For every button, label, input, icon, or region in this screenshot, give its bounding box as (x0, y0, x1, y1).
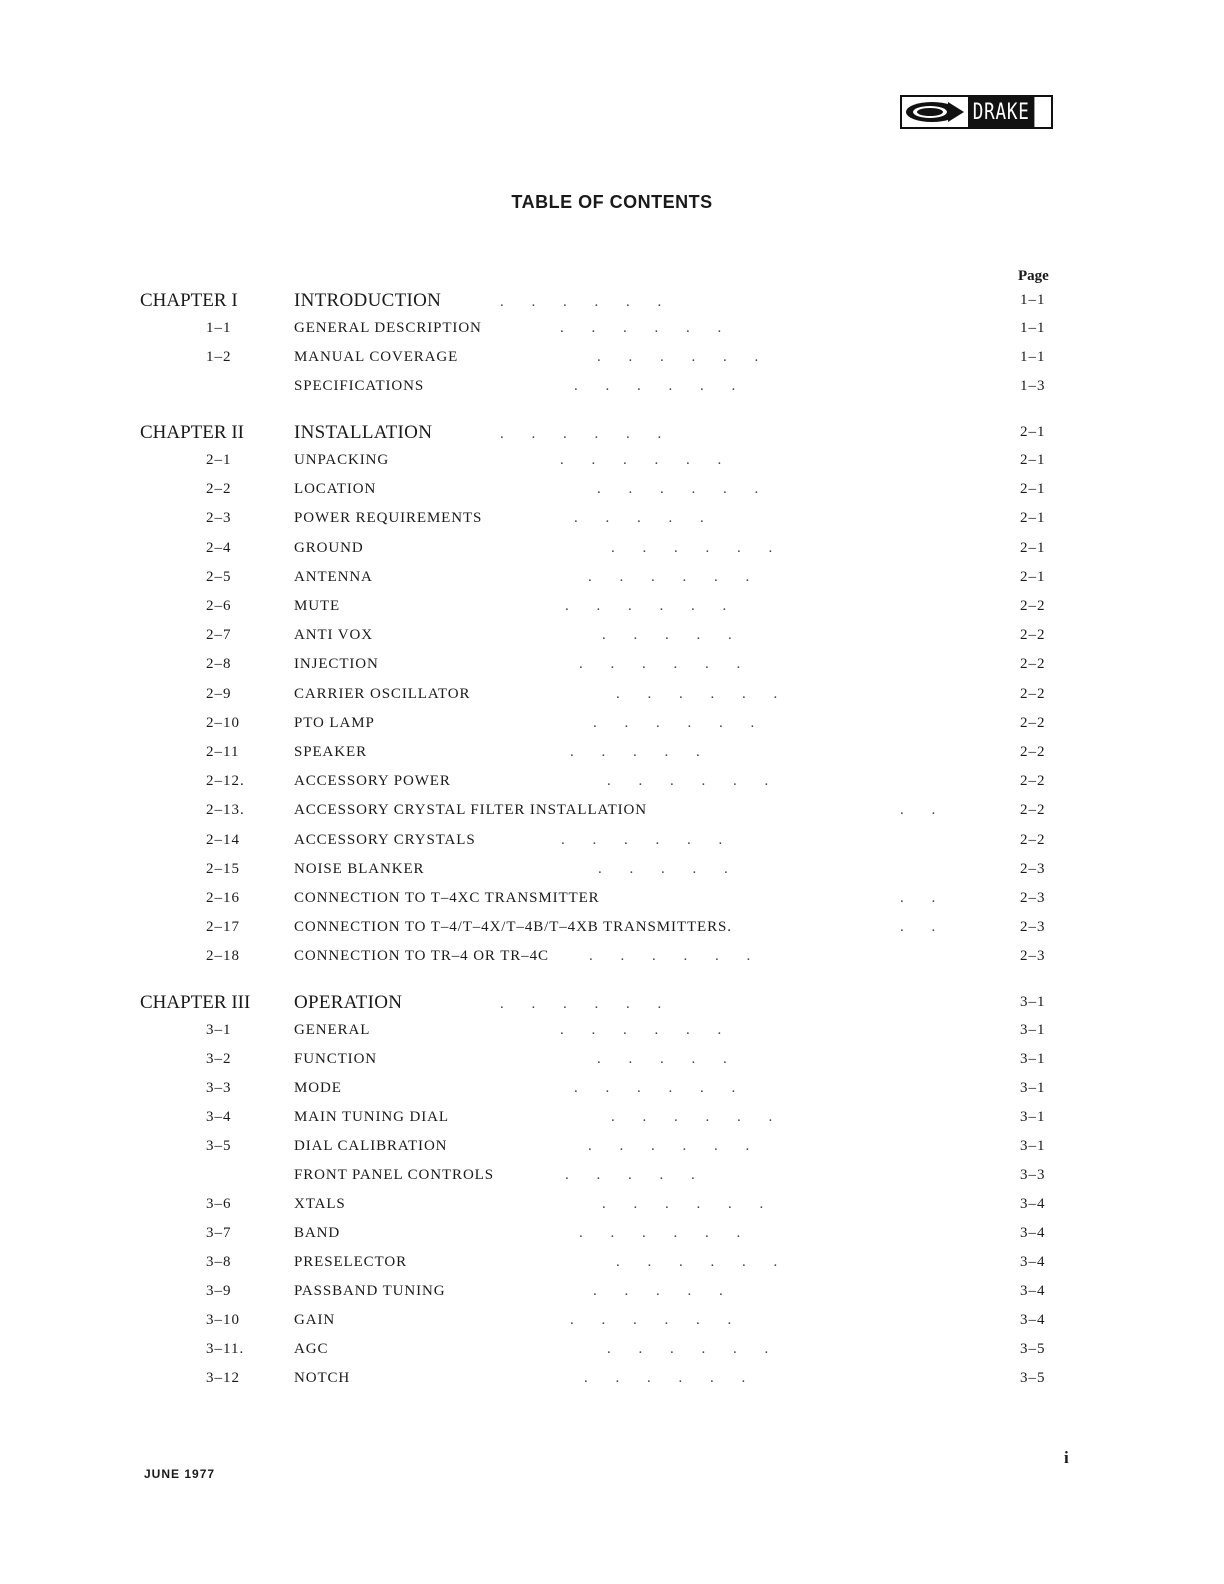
leader-dots: . . . . . . (584, 1370, 758, 1386)
footer-date: JUNE 1977 (144, 1467, 216, 1481)
section-title: GENERAL DESCRIPTION (294, 320, 482, 336)
section-title: GROUND (294, 540, 364, 556)
section-page: 3–4 (1020, 1254, 1046, 1270)
chapter-page: 1–1 (1020, 292, 1046, 308)
section-page: 2–2 (1020, 773, 1046, 789)
leader-dots: . . . . . . (560, 452, 734, 468)
section-title: PASSBAND TUNING (294, 1283, 446, 1299)
section-title: CONNECTION TO T–4XC TRANSMITTER (294, 890, 600, 906)
section-title: INJECTION (294, 656, 379, 672)
leader-dots: . . . . . . (579, 1225, 753, 1241)
section-number: 2–12. (206, 773, 245, 789)
leader-dots: . . . . . . (597, 349, 771, 365)
section-page: 2–1 (1020, 452, 1046, 468)
leader-dots: . . (900, 919, 948, 935)
section-number: 1–2 (206, 349, 232, 365)
section-number: 3–11. (206, 1341, 245, 1357)
section-row (0, 1080, 1224, 1104)
leader-dots: . . . . . . (500, 294, 674, 310)
leader-dots: . . . . . . (607, 773, 781, 789)
page-column-header: Page (1018, 268, 1049, 284)
section-row (0, 890, 1224, 914)
section-row (0, 744, 1224, 768)
leader-dots: . . . . . . (579, 656, 753, 672)
section-number: 3–6 (206, 1196, 232, 1212)
section-title: MANUAL COVERAGE (294, 349, 459, 365)
section-page: 2–2 (1020, 686, 1046, 702)
chapter-title: INTRODUCTION (294, 290, 442, 311)
section-row (0, 686, 1224, 710)
section-row (0, 1254, 1224, 1278)
leader-dots: . . . . . . (611, 1109, 785, 1125)
section-page: 3–3 (1020, 1167, 1046, 1183)
section-row (0, 948, 1224, 972)
leader-dots: . . . . . . (588, 569, 762, 585)
section-number: 2–8 (206, 656, 232, 672)
leader-dots: . . . . . . (574, 378, 748, 394)
section-row (0, 656, 1224, 680)
section-number: 2–3 (206, 510, 232, 526)
leader-dots: . . . . . . (616, 686, 790, 702)
leader-dots: . . (900, 802, 948, 818)
section-number: 2–2 (206, 481, 232, 497)
section-row (0, 861, 1224, 885)
section-page: 2–1 (1020, 540, 1046, 556)
leader-dots: . . (900, 890, 948, 906)
section-number: 3–7 (206, 1225, 232, 1241)
leader-dots: . . . . . (570, 744, 712, 760)
chapter-page: 2–1 (1020, 424, 1046, 440)
section-page: 2–2 (1020, 627, 1046, 643)
section-page: 3–4 (1020, 1312, 1046, 1328)
section-page: 3–1 (1020, 1109, 1046, 1125)
leader-dots: . . . . . . (593, 715, 767, 731)
leader-dots: . . . . . . (500, 996, 674, 1012)
section-row (0, 832, 1224, 856)
section-row (0, 627, 1224, 651)
section-row (0, 1196, 1224, 1220)
section-page: 2–3 (1020, 890, 1046, 906)
section-page: 3–4 (1020, 1225, 1046, 1241)
section-number: 3–2 (206, 1051, 232, 1067)
section-row (0, 919, 1224, 943)
section-page: 3–1 (1020, 1051, 1046, 1067)
section-page: 3–5 (1020, 1370, 1046, 1386)
section-number: 3–8 (206, 1254, 232, 1270)
chapter-row (0, 422, 1224, 446)
section-number: 2–6 (206, 598, 232, 614)
leader-dots: . . . . . (602, 627, 744, 643)
section-title: POWER REQUIREMENTS (294, 510, 483, 526)
section-page: 2–2 (1020, 802, 1046, 818)
section-title: GAIN (294, 1312, 336, 1328)
leader-dots: . . . . . . (616, 1254, 790, 1270)
section-row (0, 1138, 1224, 1162)
section-row (0, 510, 1224, 534)
section-row (0, 1341, 1224, 1365)
section-title: GENERAL (294, 1022, 371, 1038)
section-page: 2–3 (1020, 948, 1046, 964)
section-page: 1–1 (1020, 320, 1046, 336)
leader-dots: . . . . . . (574, 1080, 748, 1096)
section-number: 2–13. (206, 802, 245, 818)
leader-dots: . . . . . . (607, 1341, 781, 1357)
section-page: 3–5 (1020, 1341, 1046, 1357)
section-page: 3–4 (1020, 1283, 1046, 1299)
section-number: 2–10 (206, 715, 240, 731)
section-page: 1–1 (1020, 349, 1046, 365)
section-row (0, 349, 1224, 373)
chapter-label: CHAPTER III (140, 992, 251, 1013)
section-number: 3–9 (206, 1283, 232, 1299)
section-number: 2–18 (206, 948, 240, 964)
section-title: NOISE BLANKER (294, 861, 425, 877)
section-page: 3–1 (1020, 1080, 1046, 1096)
chapter-label: CHAPTER II (140, 422, 244, 443)
section-row (0, 1051, 1224, 1075)
section-page: 2–1 (1020, 569, 1046, 585)
chapter-row (0, 992, 1224, 1016)
section-number: 2–11 (206, 744, 240, 760)
chapter-title: INSTALLATION (294, 422, 433, 443)
section-title: DIAL CALIBRATION (294, 1138, 448, 1154)
section-row (0, 1167, 1224, 1191)
leader-dots: . . . . . (574, 510, 716, 526)
section-number: 2–5 (206, 569, 232, 585)
section-title: LOCATION (294, 481, 377, 497)
section-page: 2–2 (1020, 744, 1046, 760)
section-number: 3–5 (206, 1138, 232, 1154)
leader-dots: . . . . . . (611, 540, 785, 556)
section-title: PRESELECTOR (294, 1254, 407, 1270)
drake-logo (900, 95, 1053, 129)
section-row (0, 1225, 1224, 1249)
leader-dots: . . . . . . (565, 598, 739, 614)
section-title: MAIN TUNING DIAL (294, 1109, 449, 1125)
section-title: FRONT PANEL CONTROLS (294, 1167, 494, 1183)
section-page: 2–3 (1020, 919, 1046, 935)
section-number: 2–15 (206, 861, 240, 877)
section-row (0, 802, 1224, 826)
section-number: 2–4 (206, 540, 232, 556)
section-number: 2–9 (206, 686, 232, 702)
section-number: 3–10 (206, 1312, 240, 1328)
section-number: 2–7 (206, 627, 232, 643)
section-row (0, 1312, 1224, 1336)
section-row (0, 773, 1224, 797)
section-title: XTALS (294, 1196, 346, 1212)
section-page: 2–2 (1020, 656, 1046, 672)
section-number: 3–3 (206, 1080, 232, 1096)
leader-dots: . . . . . . (589, 948, 763, 964)
chapter-page: 3–1 (1020, 994, 1046, 1010)
drake-emblem-icon (902, 97, 968, 127)
leader-dots: . . . . . . (602, 1196, 776, 1212)
logo-text: DRAKE (968, 97, 1034, 127)
section-page: 2–3 (1020, 861, 1046, 877)
leader-dots: . . . . . . (560, 320, 734, 336)
leader-dots: . . . . . . (597, 481, 771, 497)
section-title: MUTE (294, 598, 341, 614)
section-row (0, 1022, 1224, 1046)
section-row (0, 569, 1224, 593)
leader-dots: . . . . . . (561, 832, 735, 848)
leader-dots: . . . . . (565, 1167, 707, 1183)
leader-dots: . . . . . . (560, 1022, 734, 1038)
leader-dots: . . . . . (593, 1283, 735, 1299)
section-title: ANTI VOX (294, 627, 373, 643)
section-title: ANTENNA (294, 569, 373, 585)
footer-page-number: i (1064, 1448, 1069, 1467)
section-title: ACCESSORY CRYSTAL FILTER INSTALLATION (294, 802, 648, 818)
section-row (0, 540, 1224, 564)
section-number: 2–1 (206, 452, 232, 468)
section-title: MODE (294, 1080, 342, 1096)
section-title: BAND (294, 1225, 341, 1241)
section-number: 3–1 (206, 1022, 232, 1038)
section-page: 3–4 (1020, 1196, 1046, 1212)
section-title: ACCESSORY CRYSTALS (294, 832, 476, 848)
section-title: CONNECTION TO T–4/T–4X/T–4B/T–4XB TRANSMITTERS. (294, 919, 732, 935)
leader-dots: . . . . . . (570, 1312, 744, 1328)
chapter-title: OPERATION (294, 992, 403, 1013)
section-page: 2–1 (1020, 481, 1046, 497)
chapter-row (0, 290, 1224, 314)
leader-dots: . . . . . . (588, 1138, 762, 1154)
leader-dots: . . . . . (597, 1051, 739, 1067)
section-row (0, 1283, 1224, 1307)
section-title: AGC (294, 1341, 329, 1357)
section-title: CONNECTION TO TR–4 OR TR–4C (294, 948, 549, 964)
section-title: SPEAKER (294, 744, 367, 760)
section-number: 2–17 (206, 919, 240, 935)
section-title: SPECIFICATIONS (294, 378, 425, 394)
section-row (0, 320, 1224, 344)
page-title: TABLE OF CONTENTS (511, 192, 713, 212)
section-title: NOTCH (294, 1370, 351, 1386)
section-page: 1–3 (1020, 378, 1046, 394)
section-page: 3–1 (1020, 1138, 1046, 1154)
section-number: 1–1 (206, 320, 232, 336)
section-row (0, 378, 1224, 402)
section-title: PTO LAMP (294, 715, 375, 731)
section-row (0, 715, 1224, 739)
section-number: 3–12 (206, 1370, 240, 1386)
section-title: ACCESSORY POWER (294, 773, 451, 789)
section-row (0, 452, 1224, 476)
section-row (0, 1109, 1224, 1133)
section-page: 2–2 (1020, 598, 1046, 614)
section-row (0, 1370, 1224, 1394)
section-number: 2–14 (206, 832, 240, 848)
leader-dots: . . . . . (598, 861, 740, 877)
section-title: UNPACKING (294, 452, 390, 468)
chapter-label: CHAPTER I (140, 290, 238, 311)
section-number: 2–16 (206, 890, 240, 906)
section-page: 2–1 (1020, 510, 1046, 526)
section-page: 2–2 (1020, 832, 1046, 848)
section-row (0, 481, 1224, 505)
section-title: CARRIER OSCILLATOR (294, 686, 471, 702)
section-number: 3–4 (206, 1109, 232, 1125)
section-row (0, 598, 1224, 622)
section-page: 2–2 (1020, 715, 1046, 731)
leader-dots: . . . . . . (500, 426, 674, 442)
section-title: FUNCTION (294, 1051, 378, 1067)
section-page: 3–1 (1020, 1022, 1046, 1038)
